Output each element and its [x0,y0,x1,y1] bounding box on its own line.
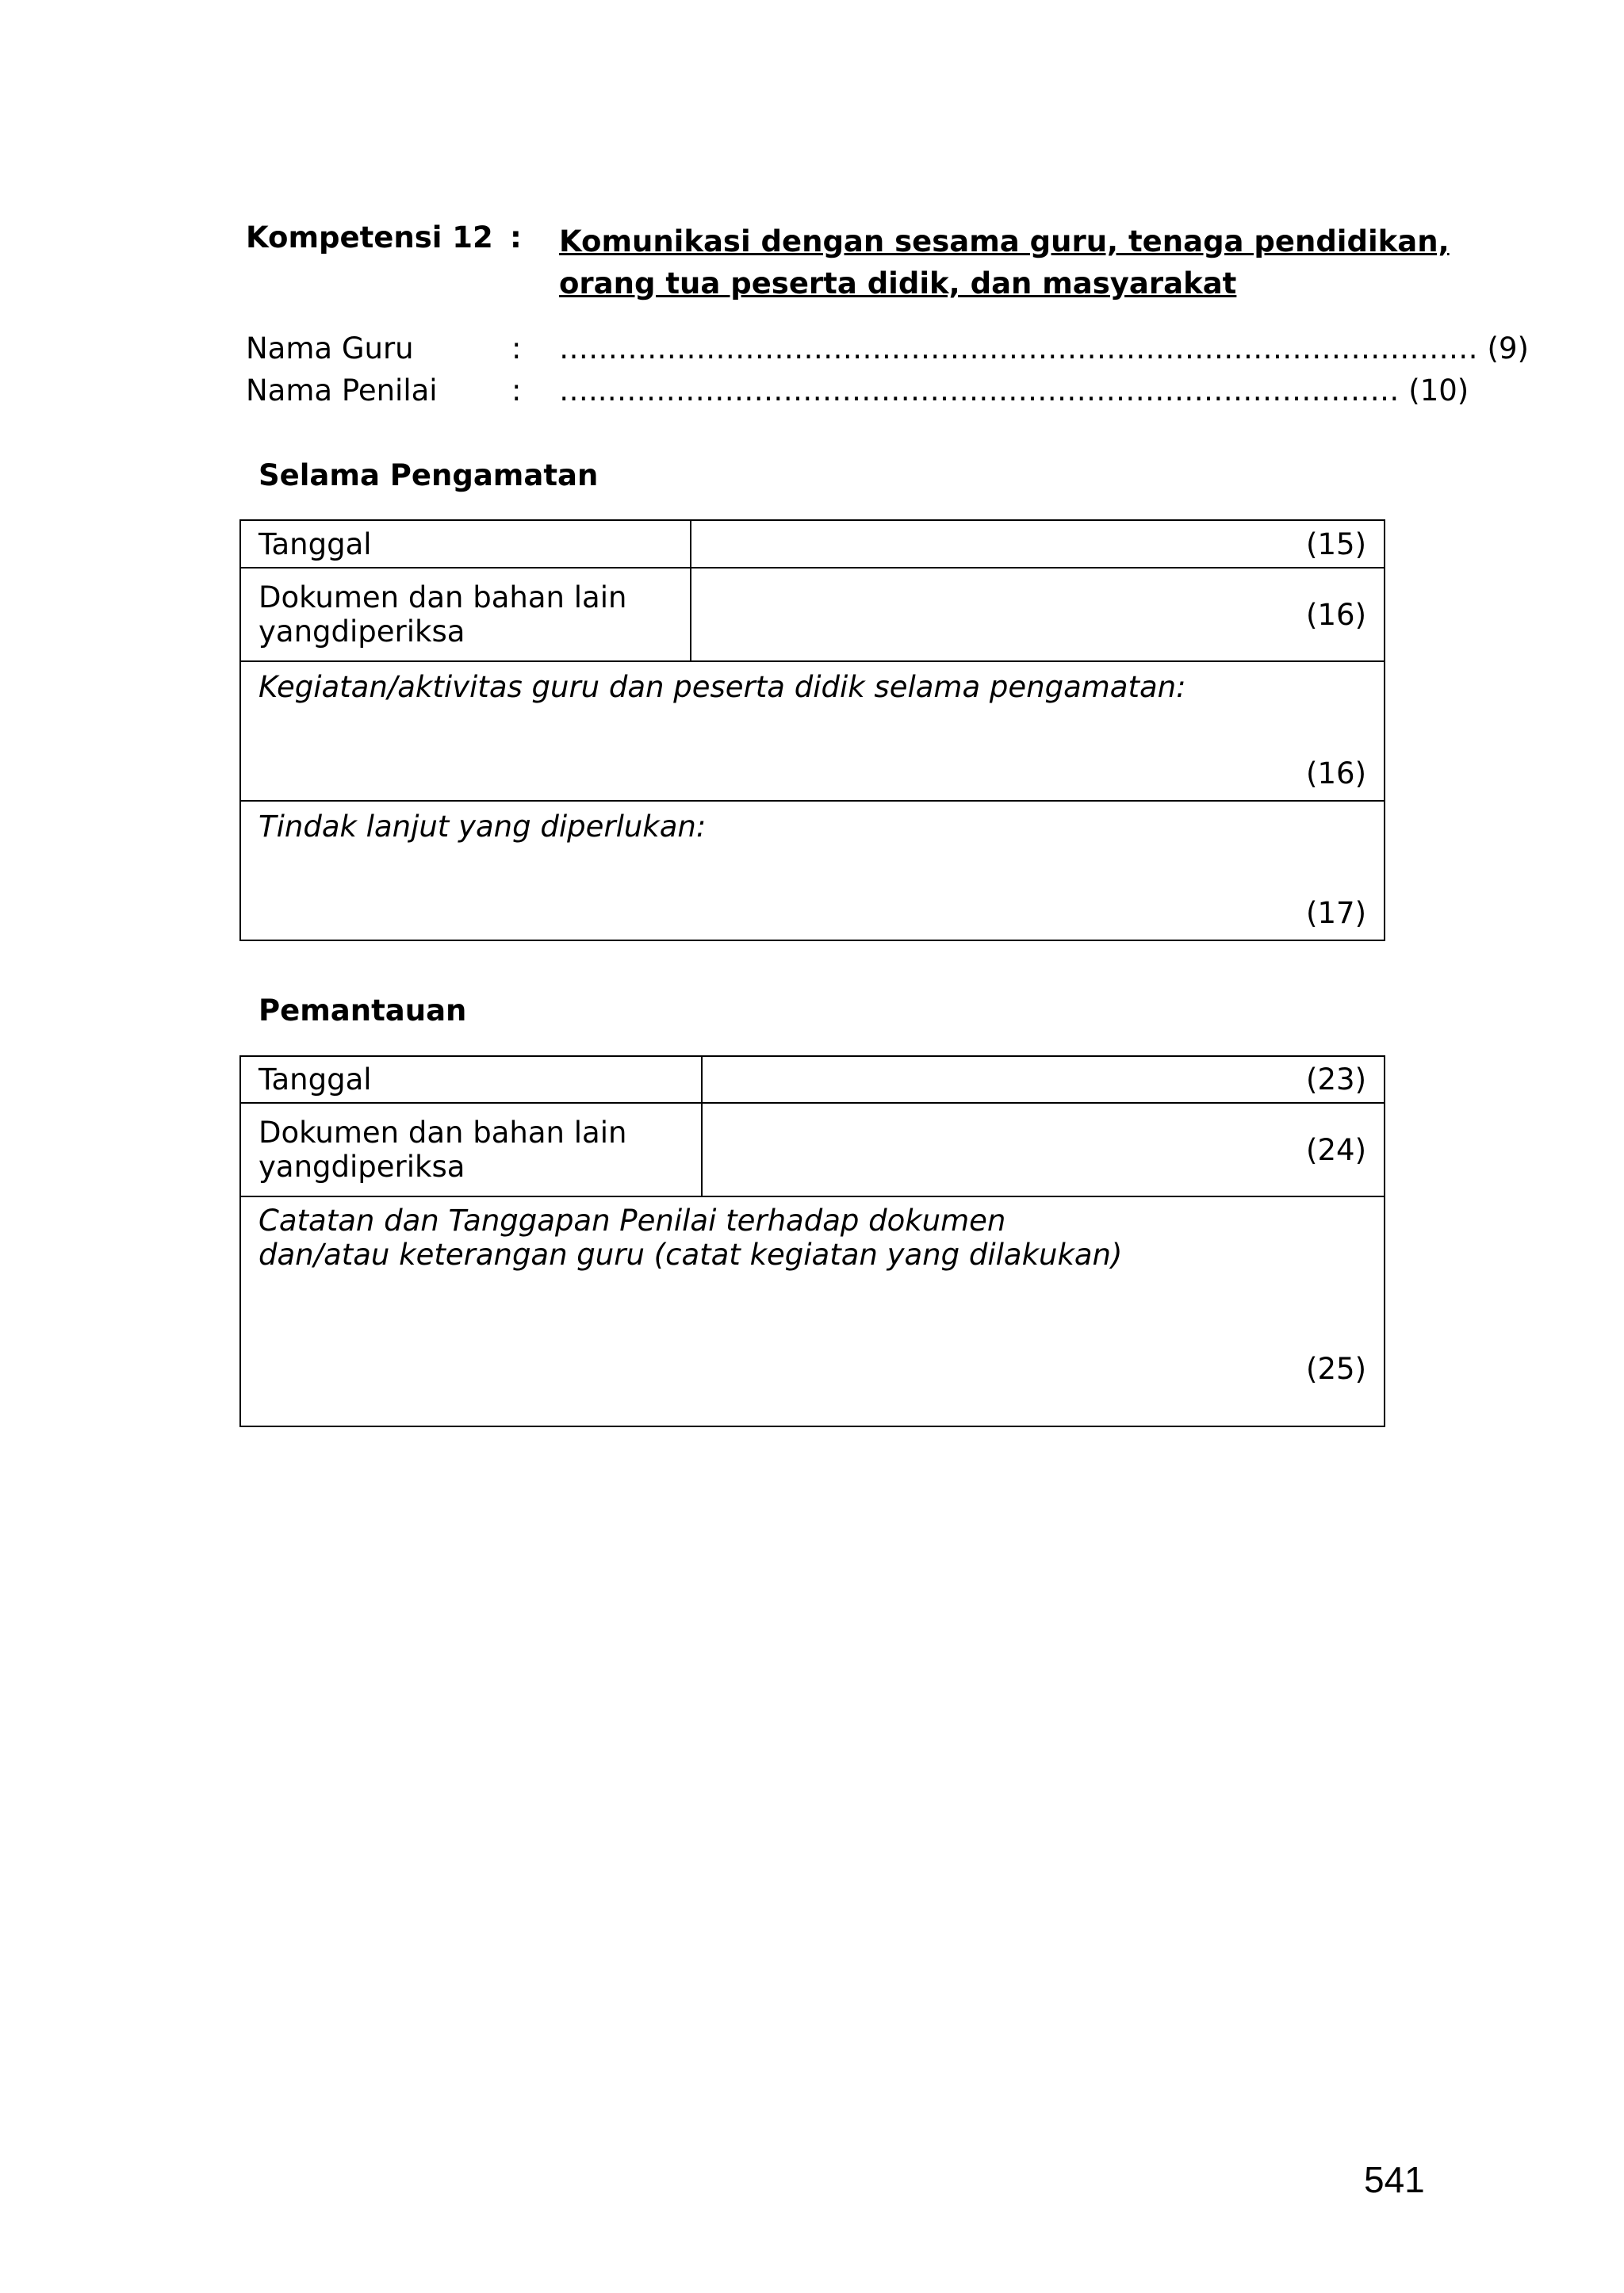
pemantauan-tanggal-field[interactable]: (23) [702,1056,1385,1103]
selama-kegiatan-field[interactable] [240,661,1385,801]
selama-dokumen-label-line2: yangdiperiksa [259,614,465,649]
competency-colon: : [510,220,522,255]
page-number: 541 [1364,2159,1425,2200]
nama-penilai-field[interactable]: …..……………………………………………………………………… (10) [559,373,1469,408]
pemantauan-dokumen-label-line1: Dokumen dan bahan lain [259,1116,627,1150]
competency-title [559,220,1450,304]
pemantauan-dokumen-label-line2: yangdiperiksa [259,1150,465,1184]
selama-kegiatan-number: (16) [1306,756,1366,790]
selama-tindak-lanjut-field[interactable] [240,801,1385,940]
nama-guru-colon: : [511,331,522,366]
selama-kegiatan-label: Kegiatan/aktivitas guru dan peserta didik selama pengamatan: [259,670,1186,704]
pemantauan-catatan-label-line2: dan/atau keterangan guru (catat kegiatan yang dilakukan) [259,1238,1123,1272]
nama-penilai-label: Nama Penilai [246,373,438,408]
competency-label: Kompetensi 12 [246,220,493,255]
selama-tanggal-field[interactable]: (15) [691,520,1385,568]
selama-dokumen-label-line1: Dokumen dan bahan lain [259,580,627,614]
selama-tindak-lanjut-number: (17) [1306,896,1366,930]
competency-title-line2: orang tua peserta didik, dan masyarakat [559,266,1237,301]
nama-penilai-colon: : [511,373,522,408]
pemantauan-tanggal-label: Tanggal [240,1056,702,1103]
pemantauan-dokumen-field[interactable]: (24) [702,1103,1385,1196]
selama-pengamatan-heading: Selama Pengamatan [259,458,599,492]
pemantauan-catatan-field[interactable] [240,1196,1385,1426]
selama-dokumen-field[interactable]: (16) [691,568,1385,661]
nama-guru-field[interactable]: …………………………….…………………………………………………… (9) [559,331,1529,366]
pemantauan-catatan-label-line1: Catatan dan Tanggapan Penilai terhadap dokumen [259,1204,1006,1238]
pemantauan-table [239,1055,1385,1427]
selama-tindak-lanjut-label: Tindak lanjut yang diperlukan: [259,810,707,844]
selama-pengamatan-table [239,519,1385,941]
competency-title-line1: Komunikasi dengan sesama guru, tenaga pendidikan, [559,224,1450,258]
nama-guru-label: Nama Guru [246,331,414,366]
pemantauan-heading: Pemantauan [259,993,467,1028]
pemantauan-catatan-number: (25) [1306,1352,1366,1386]
selama-tanggal-label: Tanggal [240,520,691,568]
pemantauan-dokumen-label [240,1103,702,1196]
selama-dokumen-label [240,568,691,661]
